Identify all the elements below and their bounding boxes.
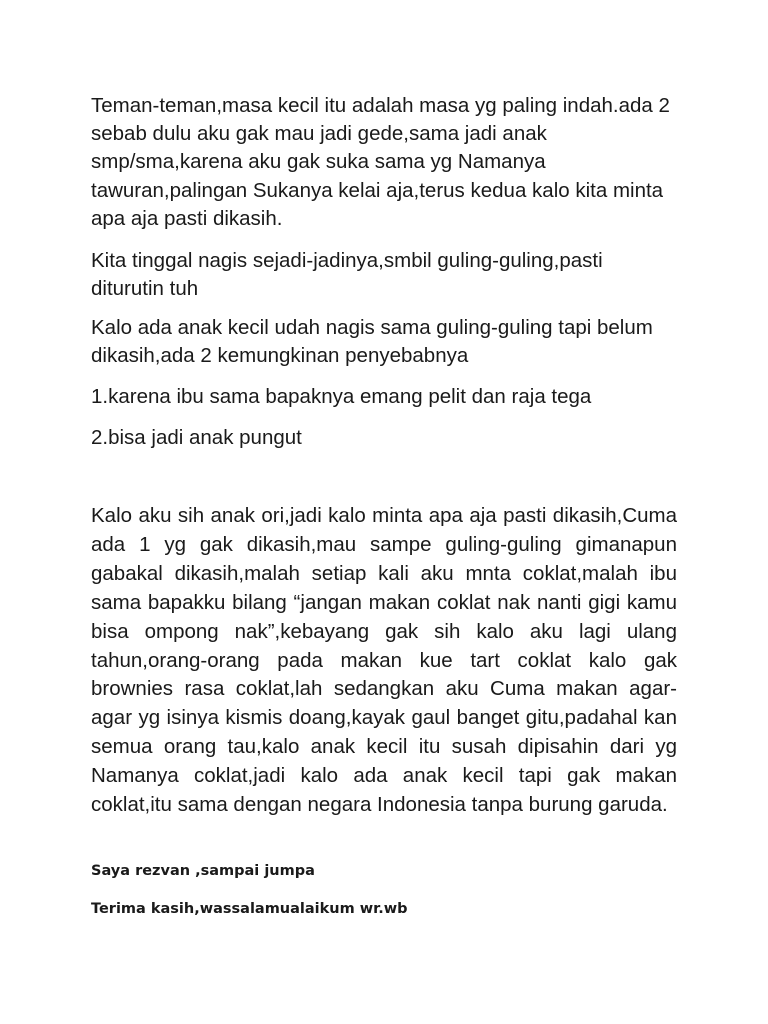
- paragraph-chocolate-story: Kalo aku sih anak ori,jadi kalo minta apa aja pasti dikasih,Cuma ada 1 yg gak dikasih,mau sampe guling-guling gimanapun gabakal dikasih,malah setiap kali aku mnta coklat,malah ibu sama bapakku bilang “jangan makan coklat nak nanti gigi kamu bisa ompong nak”,kebayang gak sih kalo aku lagi ulang tahun,orang-orang pada makan kue tart coklat kalo gak brownies rasa coklat,lah sedangkan aku Cuma makan agar-agar yg isinya kismis doang,kayak gaul banget gitu,padahal kan semua orang tau,kalo anak kecil itu susah dipisahin dari yg Namanya coklat,jadi kalo ada anak kecil tapi gak makan coklat,itu sama dengan negara Indonesia tanpa burung garuda.: [91, 504, 677, 817]
- closing-thanks: Terima kasih,wassalamualaikum wr.wb: [91, 901, 408, 917]
- paragraph-crying: Kita tinggal nagis sejadi-jadinya,smbil guling-guling,pasti diturutin tuh: [91, 249, 603, 301]
- list-item-reason-2: 2.bisa jadi anak pungut: [91, 426, 302, 449]
- closing-farewell: Saya rezvan ,sampai jumpa: [91, 863, 315, 879]
- paragraph-two-possibilities: Kalo ada anak kecil udah nagis sama guling-guling tapi belum dikasih,ada 2 kemungkinan penyebabnya: [91, 316, 653, 368]
- list-item-reason-1: 1.karena ibu sama bapaknya emang pelit dan raja tega: [91, 385, 592, 408]
- paragraph-intro: Teman-teman,masa kecil itu adalah masa yg paling indah.ada 2 sebab dulu aku gak mau jadi gede,sama jadi anak smp/sma,karena aku gak suka sama yg Namanya tawuran,palingan Sukanya kelai aja,terus kedua kalo kita minta apa aja pasti dikasih.: [91, 94, 670, 230]
